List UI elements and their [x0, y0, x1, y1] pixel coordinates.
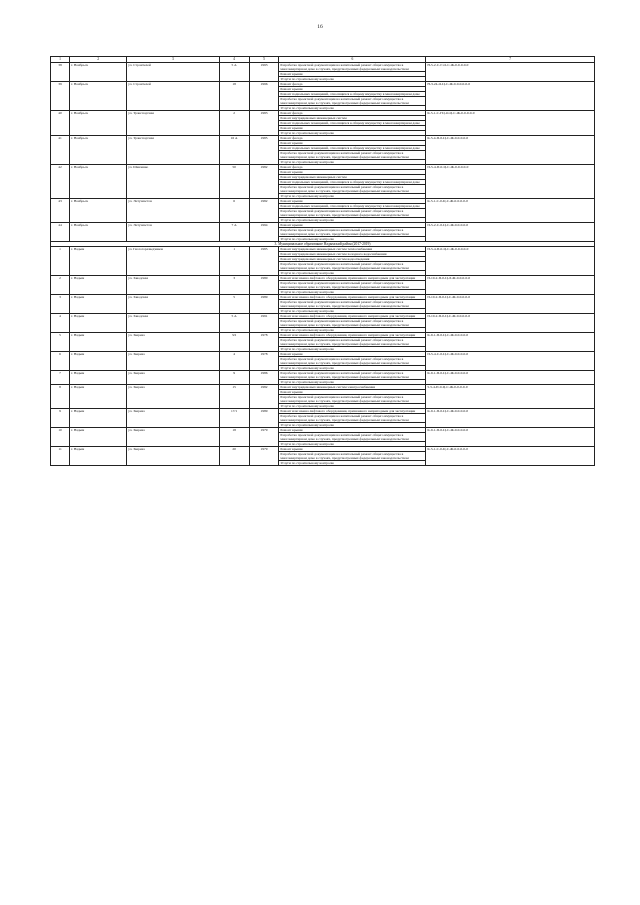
settlement: г. Ноябрьск [70, 111, 127, 136]
row-number: 44 [51, 223, 70, 242]
work-type: Услуги по строительному контролю [279, 271, 426, 276]
work-type: Ремонт внутридомовых инженерных систем водоотведения [279, 257, 426, 262]
work-type: Услуги по строительному контролю [279, 290, 426, 295]
settlement: г. Надым [70, 247, 127, 276]
house-number: 1 [219, 247, 249, 276]
work-type: Услуги по строительному контролю [279, 237, 426, 242]
house-code: П-5-4-П-0-Ц-С-Ж-0-0-0-0-0 [426, 165, 595, 199]
street: ул. Заводская [127, 295, 219, 314]
row-number: 10 [51, 428, 70, 447]
col-num-4: 4 [219, 57, 249, 63]
row-number: 4 [51, 314, 70, 333]
work-type: Ремонт фасада [279, 82, 426, 87]
work-type: Услуги по строительному контролю [279, 461, 426, 466]
work-type: Ремонт крыши [279, 170, 426, 175]
commission-year: 1994 [249, 223, 279, 242]
settlement: г. Надым [70, 385, 127, 409]
work-type: Разработка проектной документации на капитальный ремонт общего имущества в многоквартирном доме в случаях, предусмотренных федеральным законодательством [279, 371, 426, 380]
work-type: Ремонт крыши [279, 390, 426, 395]
work-type: Услуги по строительному контролю [279, 404, 426, 409]
row-number: 38 [51, 63, 70, 82]
commission-year: 1989 [249, 295, 279, 314]
work-type: Ремонт или замена лифтового оборудования, признанного непригодным для эксплуатации [279, 314, 426, 319]
settlement: г. Надым [70, 295, 127, 314]
work-type: Разработка проектной документации на капитальный ремонт общего имущества в многоквартирном доме в случаях, предусмотренных федеральным законодательством [279, 228, 426, 237]
work-type: Разработка проектной документации на капитальный ремонт общего имущества в многоквартирном доме в случаях, предусмотренных федеральным законодательством [279, 262, 426, 271]
commission-year: 1989 [249, 409, 279, 428]
commission-year: 1979 [249, 428, 279, 447]
settlement: г. Надым [70, 428, 127, 447]
col-num-5: 5 [249, 57, 279, 63]
work-type: Разработка проектной документации на капитальный ремонт общего имущества в многоквартирном доме в случаях, предусмотренных федеральным законодательством [279, 185, 426, 194]
work-type: Ремонт подвальных помещений, относящихся к общему имуществу в многоквартирном доме [279, 180, 426, 185]
work-type: Ремонт подвальных помещений, относящихся к общему имуществу в многоквартирном доме [279, 121, 426, 126]
street: ул. Геологоразведчиков [127, 247, 219, 276]
work-type: Ремонт подвальных помещений, относящихся к общему имуществу в многоквартирном доме [279, 146, 426, 151]
house-number: 50 [219, 165, 249, 199]
street: ул. Заводская [127, 276, 219, 295]
settlement: г. Надым [70, 447, 127, 466]
table-row [51, 385, 595, 390]
work-type: Ремонт или замена лифтового оборудования, признанного непригодным для эксплуатации [279, 409, 426, 414]
work-type: Разработка проектной документации на капитальный ремонт общего имущества в многоквартирном доме в случаях, предусмотренных федеральным законодательством [279, 433, 426, 442]
work-type: Услуги по строительному контролю [279, 347, 426, 352]
house-code: П-10-2-П-0-Ц-Л-Ж-0-0-0-0-0 [426, 276, 595, 295]
settlement: г. Надым [70, 352, 127, 371]
work-type: Ремонт крыши [279, 428, 426, 433]
house-code: К-9-1-П-0-Ц-С-Ж-0-0-0-0-0 [426, 409, 595, 428]
table-row [51, 371, 595, 380]
house-number: 18 [219, 428, 249, 447]
commission-year: 1983 [249, 111, 279, 136]
row-number: 11 [51, 447, 70, 466]
house-number: 6 [219, 199, 249, 223]
work-type: Разработка проектной документации на капитальный ремонт общего имущества в многоквартирном доме в случаях, предусмотренных федеральным законодательством [279, 319, 426, 328]
work-type: Ремонт подвальных помещений, относящихся к общему имуществу в многоквартирном доме [279, 92, 426, 97]
work-type: Ремонт фасада [279, 136, 426, 141]
street: ул. Зверева [127, 447, 219, 466]
house-number: 5 [219, 295, 249, 314]
work-type: Услуги по строительному контролю [279, 380, 426, 385]
row-number: 41 [51, 136, 70, 165]
col-num-3: 3 [127, 57, 219, 63]
settlement: г. Ноябрьск [70, 199, 127, 223]
house-number: 5 А [219, 314, 249, 333]
street: ул. Зверева [127, 352, 219, 371]
street: ул. Заводская [127, 314, 219, 333]
house-number: 17/1 [219, 409, 249, 428]
col-num-1: 1 [51, 57, 70, 63]
commission-year: 1982 [249, 385, 279, 409]
work-type: Ремонт или замена лифтового оборудования, признанного непригодным для эксплуатации [279, 295, 426, 300]
house-code: П-10-2-П-0-Ц-С-Ж-0-0-0-0-0 [426, 295, 595, 314]
street: ул. Энтузиастов [127, 223, 219, 242]
capital-repair-table [50, 56, 595, 466]
settlement: г. Ноябрьск [70, 136, 127, 165]
house-code: П-5-2-С-0-Ц-С-Ж-0-0-0-0-0 [426, 223, 595, 242]
work-type: Разработка проектной документации на капитальный ремонт общего имущества в многоквартирном доме в случаях, предусмотренных федеральным законодательством [279, 300, 426, 309]
col-num-6: 6 [279, 57, 426, 63]
settlement: г. Надым [70, 371, 127, 385]
house-code: К-9-1-П-0-Ц-С-Ж-0-0-0-0-0 [426, 428, 595, 447]
commission-year: 1985 [249, 136, 279, 165]
street: ул. Зверева [127, 428, 219, 447]
row-number: 2 [51, 276, 70, 295]
row-number: 1 [51, 247, 70, 276]
house-number: 15 [219, 385, 249, 409]
settlement: г. Надым [70, 276, 127, 295]
street: ул. Строителей [127, 82, 219, 111]
street: ул. Зверева [127, 409, 219, 428]
settlement: г. Ноябрьск [70, 223, 127, 242]
work-type: Ремонт крыши [279, 199, 426, 204]
house-number: 3 [219, 276, 249, 295]
commission-year: 1993 [249, 63, 279, 82]
col-num-2: 2 [70, 57, 127, 63]
house-number: 4 [219, 352, 249, 371]
commission-year: 1978 [249, 352, 279, 371]
work-type: Услуги по строительному контролю [279, 218, 426, 223]
commission-year: 1991 [249, 314, 279, 333]
row-number: 42 [51, 165, 70, 199]
house-number: 20 [219, 447, 249, 466]
work-type: Ремонт крыши [279, 126, 426, 131]
house-code: К-5-1-С-0-Ц-С-Ж-0-0-0-0-0 [426, 199, 595, 223]
work-type: Ремонт крыши [279, 352, 426, 357]
street: ул. Строителей [127, 63, 219, 82]
work-type: Ремонт внутридомовых инженерных систем [279, 175, 426, 180]
work-type: Разработка проектной документации на капитальный ремонт общего имущества в многоквартирном доме в случаях, предусмотренных федеральным законодательством [279, 97, 426, 106]
work-type: Разработка проектной документации на капитальный ремонт общего имущества в многоквартирном доме в случаях, предусмотренных федеральным законодательством [279, 414, 426, 423]
table-row [51, 63, 595, 72]
col-num-7: 7 [426, 57, 595, 63]
work-type: Разработка проектной документации на капитальный ремонт общего имущества в многоквартирном доме в случаях, предусмотренных федеральным законодательством [279, 357, 426, 366]
street: ул. Зверева [127, 371, 219, 385]
street: ул. Транспортная [127, 136, 219, 165]
work-type: Ремонт или замена лифтового оборудования, признанного непригодным для эксплуатации [279, 333, 426, 338]
commission-year: 1982 [249, 199, 279, 223]
work-type: Ремонт внутридомовых инженерных систем теплоснабжения [279, 247, 426, 252]
work-type: Разработка проектной документации на капитальный ремонт общего имущества в многоквартирном доме в случаях, предусмотренных федеральным законодательством [279, 395, 426, 404]
street: ул. Зверева [127, 333, 219, 352]
row-number: 8 [51, 385, 70, 409]
work-type: Разработка проектной документации на капитальный ремонт общего имущества в многоквартирном доме в случаях, предусмотренных федеральным законодательством [279, 452, 426, 461]
house-number: 5 А [219, 63, 249, 82]
work-type: Ремонт внутридомовых инженерных систем электроснабжения [279, 385, 426, 390]
section-title: 3. Муниципальное образование Надымский район (2017-2019) [51, 242, 595, 247]
commission-year: 1979 [249, 447, 279, 466]
house-code: К-5-1-С-ГЦ-О-Ц-С-Ж-0-0-0-0-0 [426, 111, 595, 136]
work-type: Разработка проектной документации на капитальный ремонт общего имущества в многоквартирном доме в случаях, предусмотренных федеральным законодательством [279, 209, 426, 218]
house-code: Н-5-2-С-Г-О-С-Ж-0-0-0-0-0 [426, 63, 595, 82]
house-code: П-5-4-П-0-Ц-С-Ж-0-0-0-0-0 [426, 247, 595, 276]
work-type: Услуги по строительному контролю [279, 442, 426, 447]
house-code: П-10-2-П-0-Ц-С-Ж-0-0-0-0-0 [426, 314, 595, 333]
settlement: г. Надым [70, 333, 127, 352]
house-number: 16 А [219, 136, 249, 165]
street: ул. Зверева [127, 385, 219, 409]
work-type: Ремонт крыши [279, 447, 426, 452]
work-type: Услуги по строительному контролю [279, 77, 426, 82]
table-row [51, 295, 595, 300]
work-type: Ремонт подвальных помещений, относящихся к общему имуществу в многоквартирном доме [279, 204, 426, 209]
house-code: П-5-4-С-0-Ц-С-Ж-0-0-0-0-0 [426, 352, 595, 371]
street: ул. Шевченко [127, 165, 219, 199]
work-type: Услуги по строительному контролю [279, 366, 426, 371]
street: ул. Энтузиастов [127, 199, 219, 223]
work-type: Услуги по строительному контролю [279, 131, 426, 136]
row-number: 6 [51, 352, 70, 371]
work-type: Разработка проектной документации на капитальный ремонт общего имущества в многоквартирном доме в случаях, предусмотренных федеральным законодательством [279, 338, 426, 347]
settlement: г. Ноябрьск [70, 165, 127, 199]
work-type: Ремонт крыши [279, 72, 426, 77]
house-code: К-9-1-П-0-Ц-С-Ж-0-0-0-0-0 [426, 371, 595, 385]
work-type: Ремонт крыши [279, 87, 426, 92]
table-row [51, 247, 595, 252]
row-number: 43 [51, 199, 70, 223]
house-number: 2 [219, 111, 249, 136]
house-number: 3/2 [219, 333, 249, 352]
work-type: Ремонт внутридомовых инженерных систем [279, 116, 426, 121]
work-type: Ремонт или замена лифтового оборудования, признанного непригодным для эксплуатации [279, 276, 426, 281]
row-number: 9 [51, 409, 70, 428]
work-type: Разработка проектной документации на капитальный ремонт общего имущества в многоквартирном доме в случаях, предусмотренных федеральным законодательством [279, 151, 426, 160]
work-type: Ремонт фасада [279, 111, 426, 116]
work-type: Ремонт фасада [279, 165, 426, 170]
house-code: Н-3-24-О-Ц-С-Ж-0-0-0-0-0-0 [426, 82, 595, 111]
work-type: Услуги по строительному контролю [279, 309, 426, 314]
commission-year: 1978 [249, 333, 279, 352]
commission-year: 1985 [249, 247, 279, 276]
work-type: Услуги по строительному контролю [279, 423, 426, 428]
house-code: К-5-4-П-0-Ц-С-Ж-0-0-0-0-0 [426, 136, 595, 165]
work-type: Разработка проектной документации на капитальный ремонт общего имущества в многоквартирном доме в случаях, предусмотренных федеральным законодательством [279, 281, 426, 290]
work-type: Ремонт внутридомовых инженерных систем холодного водоснабжения [279, 252, 426, 257]
settlement: г. Ноябрьск [70, 63, 127, 82]
work-type: Услуги по строительному контролю [279, 160, 426, 165]
table-row [51, 333, 595, 338]
house-number: 9 [219, 371, 249, 385]
commission-year: 1996 [249, 82, 279, 111]
settlement: г. Надым [70, 409, 127, 428]
row-number: 5 [51, 333, 70, 352]
work-type: Ремонт крыши [279, 223, 426, 228]
house-code: 5-5-4-П-0-Ц-С-Ж-0-0-0-0-0 [426, 385, 595, 409]
settlement: г. Надым [70, 314, 127, 333]
work-type: Ремонт крыши [279, 141, 426, 146]
row-number: 7 [51, 371, 70, 385]
row-number: 39 [51, 82, 70, 111]
work-type: Услуги по строительному контролю [279, 194, 426, 199]
table-row [51, 314, 595, 319]
commission-year: 1982 [249, 165, 279, 199]
commission-year: 1986 [249, 371, 279, 385]
house-code: К-9-1-П-0-Ц-С-Ж-0-0-0-0-0 [426, 333, 595, 352]
work-type: Услуги по строительному контролю [279, 106, 426, 111]
work-type: Услуги по строительному контролю [279, 328, 426, 333]
commission-year: 1980 [249, 276, 279, 295]
house-number: 18 [219, 82, 249, 111]
row-number: 40 [51, 111, 70, 136]
row-number: 3 [51, 295, 70, 314]
settlement: г. Ноябрьск [70, 82, 127, 111]
table-row [51, 276, 595, 281]
work-type: Разработка проектной документации на капитальный ремонт общего имущества в многоквартирном доме в случаях, предусмотренных федеральным законодательством [279, 63, 426, 72]
house-code: К-5-1-С-0-Ц-С-Ж-0-0-0-0-0 [426, 447, 595, 466]
page-number: 16 [317, 24, 323, 30]
house-number: 7 А [219, 223, 249, 242]
table-row [51, 409, 595, 414]
street: ул. Транспортная [127, 111, 219, 136]
